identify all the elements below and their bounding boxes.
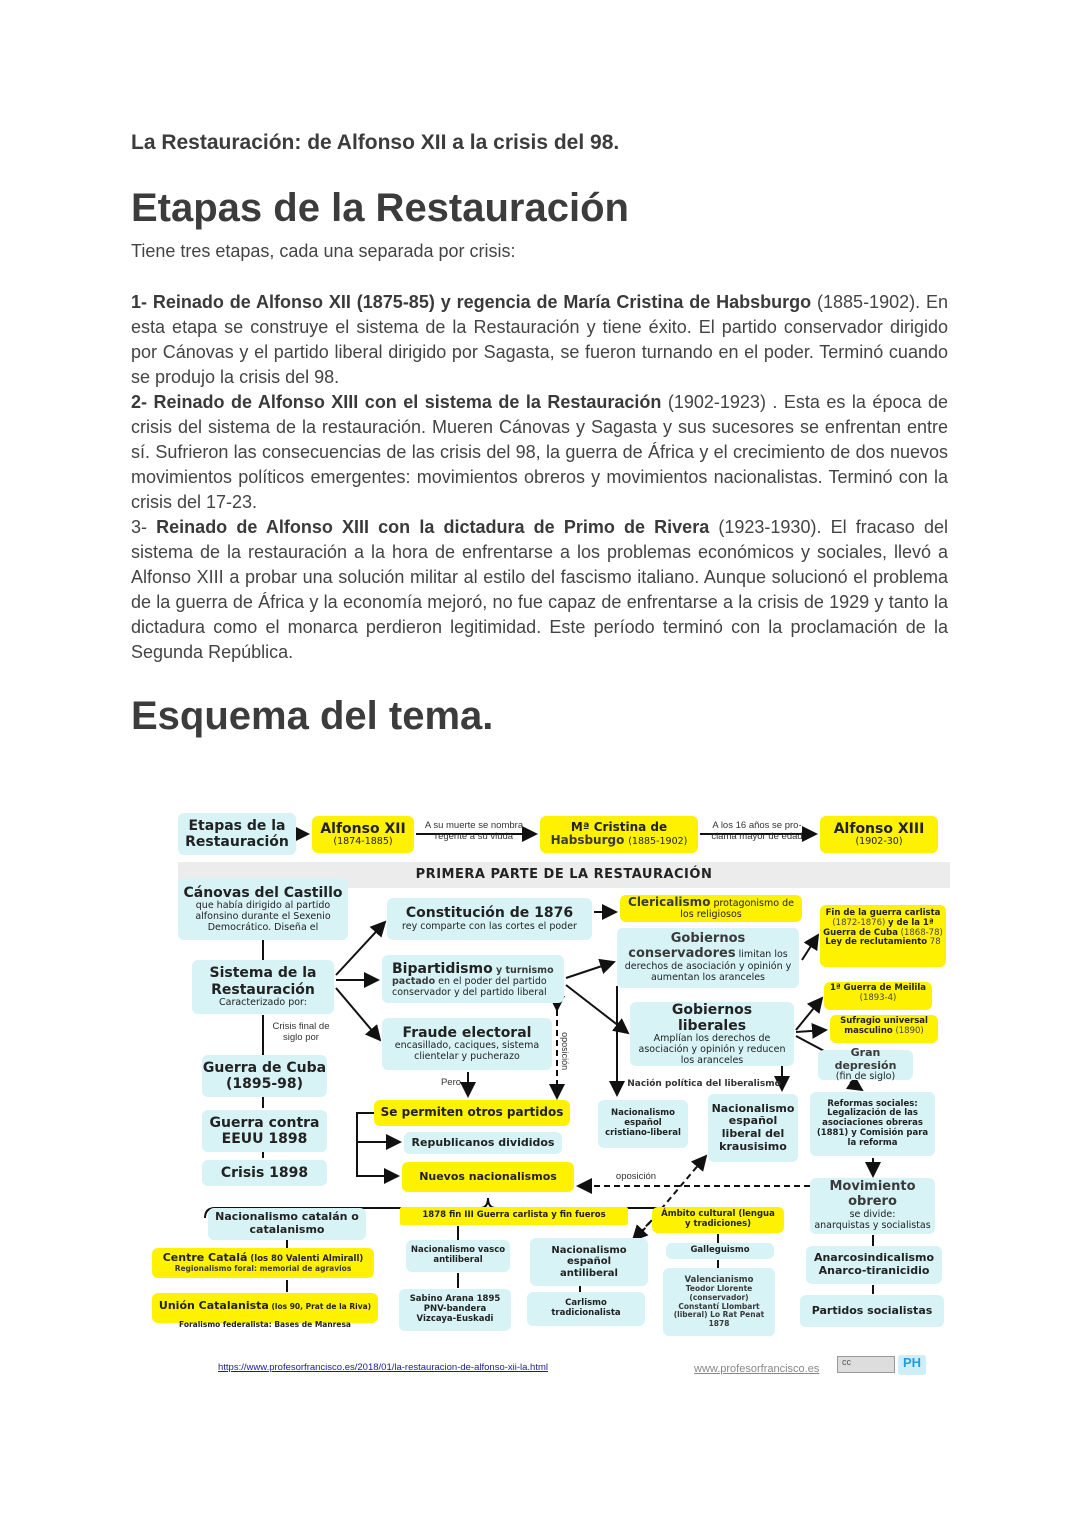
bipart-pactado: pactado xyxy=(392,976,436,988)
fin-guerra-y1: (1872-1876) xyxy=(832,917,889,928)
meilila-title: 1ª Guerra de Meilila xyxy=(830,983,926,993)
nac-krausismo-box: Nacionalismo español liberal del krausisimo xyxy=(708,1094,798,1162)
fin-guerra-1: Fin de la guerra carlista xyxy=(825,908,941,918)
reformas-box: Reformas sociales: Legalización de las asociaciones obreras (1881) y Comisión para la reforma xyxy=(810,1092,935,1156)
centre-sub2: Regionalismo foral: memorial de agravios xyxy=(174,1264,352,1274)
fin-guerra-box xyxy=(820,905,946,967)
valenc-title: Valencianismo xyxy=(684,1274,754,1285)
stage-1-text: (1885-1902). En esta etapa se construye el sistema de la Restauración y tiene éxito. El partido conservador dirigido por Cánovas y el partido liberal dirigido por Sagasta, se fueron turnando en el poder. Terminó cuando se produjo la crisis del 98. xyxy=(131,292,948,387)
union-sub: (los 90, Prat de la Riva) Foralismo federalista: Bases de Manresa xyxy=(179,1302,372,1330)
constitucion-title: Constitución de 1876 xyxy=(405,905,574,922)
canovas-title: Cánovas del Castillo xyxy=(183,884,343,901)
anarco-box: Anarcosindicalismo Anarco-tiranicidio xyxy=(806,1246,942,1284)
alfonso-xiii-box xyxy=(820,816,938,853)
cc-license-icon: cc xyxy=(837,1356,895,1373)
maria-cristina-years: (1885-1902) xyxy=(628,836,688,848)
crisis-1898-box: Crisis 1898 xyxy=(202,1160,327,1186)
alfonso-xiii-years: (1902-30) xyxy=(855,836,903,848)
document-title: La Restauración: de Alfonso XII a la crisis del 98. xyxy=(131,131,620,154)
movimiento-title: Movimiento obrero xyxy=(829,1179,916,1210)
gobcons-sub: limitan los derechos de asociación y opinión y aumentan los aranceles xyxy=(624,949,792,983)
bipart-y: y turnismo xyxy=(492,964,554,976)
socialistas-box: Partidos socialistas xyxy=(800,1295,944,1327)
se-permiten-box: Se permiten otros partidos xyxy=(374,1100,570,1126)
fraude-box xyxy=(382,1018,552,1070)
oposicion-vertical-label: oposición xyxy=(560,1032,571,1071)
fin-guerra-2: y de la 1ª Guerra de Cuba xyxy=(823,917,934,938)
source-url-link[interactable]: https://www.profesorfrancisco.es/2018/01/la-restauracion-de-alfonso-xii-la.html xyxy=(218,1362,549,1373)
guerra-cuba-box: Guerra de Cuba (1895-98) xyxy=(202,1055,327,1097)
ph-logo: PH xyxy=(898,1355,926,1375)
fin-fueros-box: 1878 fin III Guerra carlista y fin fueros xyxy=(400,1207,628,1225)
guerra-eeuu-box: Guerra contra EEUU 1898 xyxy=(202,1110,327,1152)
bipart-title: Bipartidismo xyxy=(392,960,493,977)
arrow-label-1 xyxy=(414,821,534,843)
sufragio-title: Sufragio universal masculino xyxy=(840,1016,928,1036)
centre-sub: (los 80 Valenti Almirall) xyxy=(247,1254,364,1265)
stage-1-title: 1- Reinado de Alfonso XII (1875-85) y regencia de María Cristina de Habsburgo xyxy=(131,292,812,312)
heading-etapas: Etapas de la Restauración xyxy=(131,186,629,230)
site-link[interactable]: www.profesorfrancisco.es xyxy=(694,1363,820,1375)
oposicion-horizontal-label: oposición xyxy=(615,1171,657,1182)
union-catalanista-box xyxy=(152,1293,378,1330)
valenc-sub: Teodor Llorente (conservador) Constantí Llombart (liberal) Lo Rat Penat 1878 xyxy=(673,1284,765,1328)
arrow-label-2a: A los 16 años se pro- xyxy=(712,820,802,831)
galleguismo-box: Galleguismo xyxy=(666,1243,774,1259)
arrow-label-1a: A su muerte se nombra xyxy=(424,820,524,831)
sufragio-years: (1890) xyxy=(892,1025,924,1036)
carlismo-box: Carlismo tradicionalista xyxy=(527,1292,645,1326)
clericalismo-title: Clericalismo xyxy=(628,895,711,910)
intro-text: Tiene tres etapas, cada una separada por crisis: xyxy=(131,241,516,261)
gob-conservadores-box xyxy=(617,928,799,988)
centre-catala-box xyxy=(152,1248,374,1278)
nac-cristiano-box: Nacionalismo español cristiano-liberal xyxy=(598,1100,688,1148)
sistema-box xyxy=(192,960,334,1014)
constitucion-box xyxy=(387,898,592,940)
republicanos-box: Republicanos divididos xyxy=(404,1132,562,1154)
alfonso-xii-years: (1874-1885) xyxy=(333,836,393,848)
crisis-label: Crisis final de siglo por xyxy=(272,1021,330,1043)
canovas-box xyxy=(178,878,348,940)
ambito-box: Ámbito cultural (lengua y tradiciones) xyxy=(652,1207,784,1233)
gob-liberales-box xyxy=(630,1002,794,1066)
movimiento-sub1: se divide: xyxy=(849,1209,896,1221)
valencianismo-box xyxy=(663,1268,775,1336)
stage-3-text: (1923-1930). El fracaso del sistema de la restauración a la hora de enfrentarse a los problemas económicos y sociales, llevó a Alfonso XIII a probar una solución militar al estilo del fascismo italiano. Aunque solucionó el problema de la guerra de África y la economía mejoró, no fue capaz de enfrentarse a la crisis de 1929 y tanto la dictadura como el monarca perdieron legitimidad. Este período terminó con la proclamación de la Segunda República. xyxy=(131,517,948,662)
fin-guerra-y2: (1868-78) xyxy=(897,927,943,938)
alfonso-xii-box xyxy=(312,816,414,853)
nacion-politica-label: Nación política del liberalismo xyxy=(627,1079,781,1089)
fin-guerra-3: Ley de reclutamiento xyxy=(825,937,928,948)
stage-3-title: Reinado de Alfonso XIII con la dictadura de Primo de Rivera xyxy=(156,517,710,537)
nuevos-nacionalismos-box: Nuevos nacionalismos xyxy=(402,1162,574,1192)
sufragio-box xyxy=(830,1015,938,1043)
sabino-box: Sabino Arana 1895 PNV-bandera Vizcaya-Euskadi xyxy=(399,1289,511,1331)
goblib-sub: Amplían los derechos de asociación y opinión y reducen los aranceles xyxy=(638,1032,786,1066)
nac-antiliberal-box: Nacionalismo español antiliberal xyxy=(530,1238,648,1286)
etapas-box: Etapas de la Restauración xyxy=(178,813,296,855)
sistema-title: Sistema de la Restauración xyxy=(209,965,317,998)
gran-sub: (fin de siglo) xyxy=(835,1071,896,1083)
maria-cristina-box xyxy=(540,816,698,853)
bipartidismo-box xyxy=(382,955,564,1003)
meilila-box xyxy=(824,982,932,1010)
goblib-title: Gobiernos liberales xyxy=(671,1001,753,1034)
nac-vasco-box: Nacionalismo vasco antiliberal xyxy=(406,1240,510,1272)
fraude-title: Fraude electoral xyxy=(402,1025,532,1042)
canovas-sub: que había dirigido al partido alfonsino durante el Sexenio Democrático. Diseña el xyxy=(195,899,331,933)
gran-title: Gran depresión xyxy=(834,1045,897,1072)
arrow-label-2 xyxy=(698,821,816,843)
maria-cristina-label: Mª Cristina de xyxy=(570,819,668,834)
constitucion-sub: rey comparte con las cortes el poder xyxy=(402,920,577,932)
alfonso-xii-label: Alfonso XII xyxy=(320,820,406,837)
gobcons-title: Gobiernos conservadores xyxy=(628,931,746,962)
arrow-label-1b: regente a su viuda xyxy=(434,830,514,842)
stage-2-title: 2- Reinado de Alfonso XIII con el sistema de la Restauración xyxy=(131,392,662,412)
meilila-years: (1893-4) xyxy=(859,992,897,1003)
stage-3-prefix: 3- xyxy=(131,517,157,537)
fraude-sub: encasillado, caciques, sistema clientelar y pucherazo xyxy=(394,1040,540,1063)
alfonso-xiii-label: Alfonso XIII xyxy=(833,820,925,837)
clericalismo-sub: protagonismo de los religiosos xyxy=(680,898,794,920)
movimiento-obrero-box xyxy=(810,1178,935,1234)
fin-guerra-y3: 78 xyxy=(927,937,941,948)
bipart-sub: en el poder del partido conservador y del partido liberal xyxy=(392,976,547,999)
union-title: Unión Catalanista xyxy=(158,1299,269,1312)
movimiento-sub2: anarquistas y socialistas xyxy=(814,1219,931,1231)
sistema-sub: Caracterizado por: xyxy=(219,996,307,1008)
nac-catalan-box: Nacionalismo catalán o catalanismo xyxy=(208,1208,366,1240)
pero-label: Pero xyxy=(440,1077,462,1088)
maria-cristina-label2: Habsburgo xyxy=(550,833,625,848)
heading-esquema: Esquema del tema. xyxy=(131,694,494,738)
stage-2-text: (1902-1923) . Esta es la época de crisis del sistema de la restauración. Mueren Cánovas y Sagasta y sus sucesores se enfrentan entre sí. Sufrieron las consecuencias de las crisis del 98, la guerra de África y el crecimiento de dos nuevos movimientos políticos emergentes: movimientos obreros y movimientos nacionalistas. Terminó con la crisis del 17-23. xyxy=(131,392,948,512)
arrow-label-2b: clama mayor de edad xyxy=(711,830,803,842)
centre-title: Centre Catalá xyxy=(162,1251,248,1265)
clericalismo-box xyxy=(620,895,802,922)
band-title: PRIMERA PARTE DE LA RESTAURACIÓN xyxy=(415,866,713,882)
gran-depresion-box xyxy=(818,1045,913,1083)
